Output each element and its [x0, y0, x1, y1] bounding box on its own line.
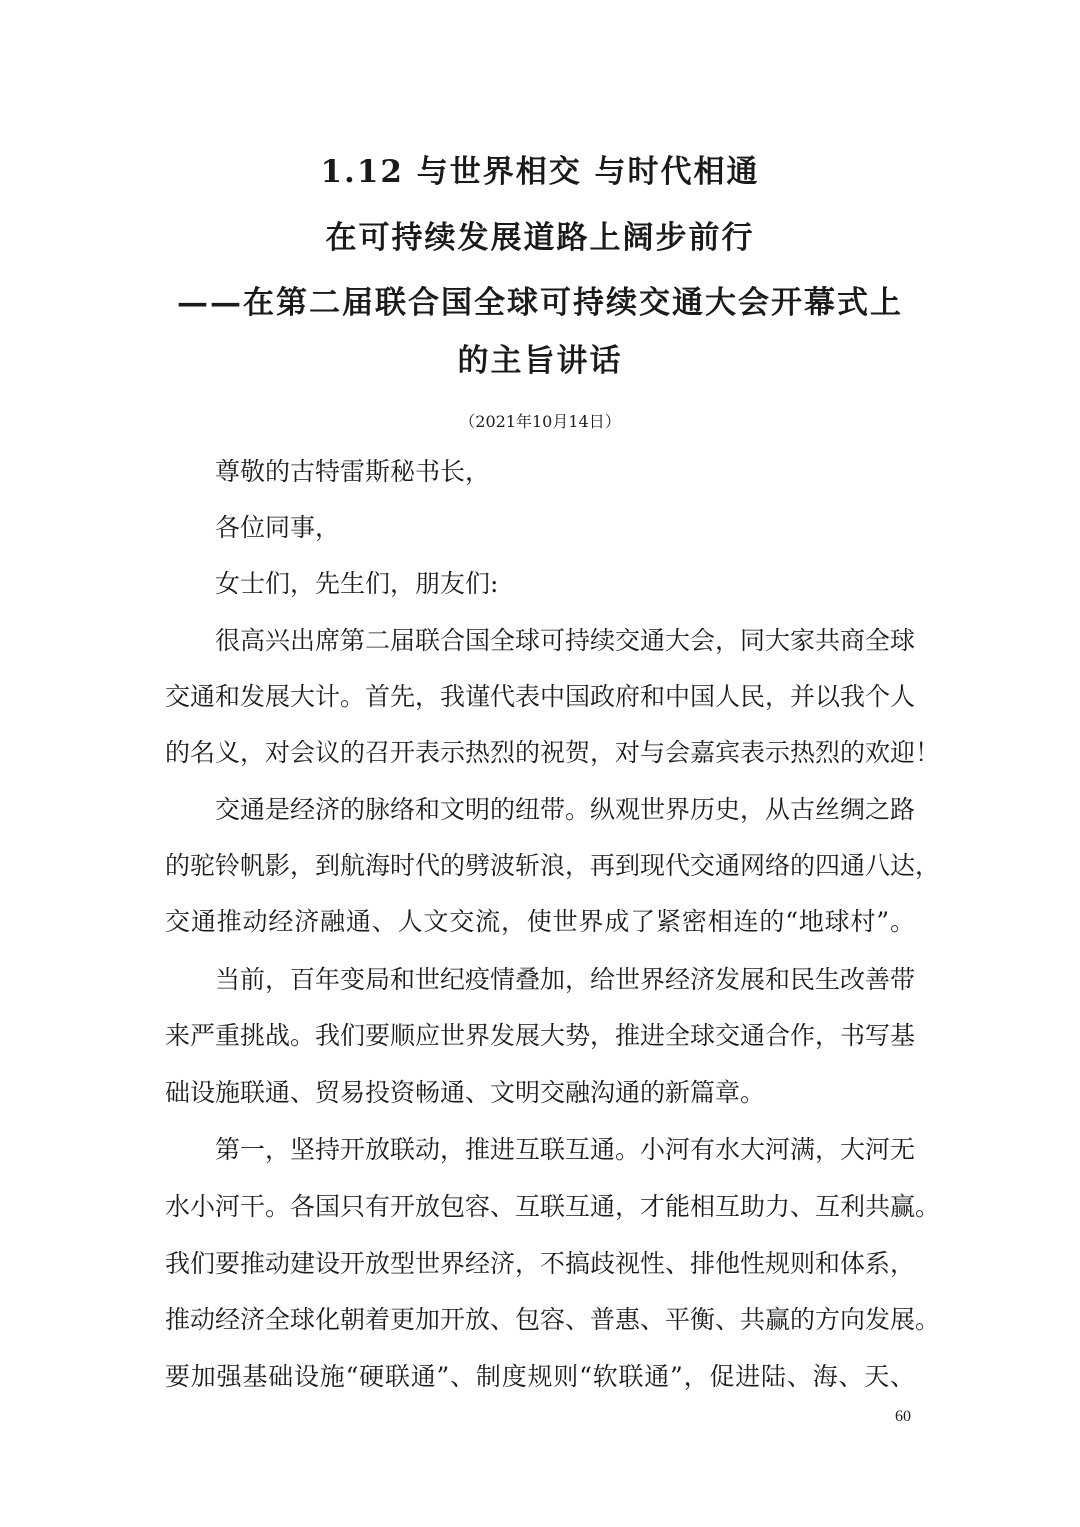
body-line: 水小河干。各国只有开放包容、互联互通，才能相互助力、互利共赢。: [165, 1192, 941, 1221]
body-line: 第一，坚持开放联动，推进互联互通。小河有水大河满，大河无: [215, 1135, 916, 1164]
body-line: 交通是经济的脉络和文明的纽带。纵观世界历史，从古丝绸之路: [215, 795, 916, 824]
body-line: 的名义，对会议的召开表示热烈的祝贺，对与会嘉宾表示热烈的欢迎！: [165, 738, 941, 767]
body-line: 础设施联通、贸易投资畅通、文明交融沟通的新篇章。: [165, 1078, 766, 1107]
salutation-line: 各位同事，: [215, 513, 341, 542]
subtitle-line-1: ——在第二届联合国全球可持续交通大会开幕式上: [177, 285, 903, 321]
body-line: 推动经济全球化朝着更加开放、包容、普惠、平衡、共赢的方向发展。: [165, 1305, 941, 1334]
body-line: 当前，百年变局和世纪疫情叠加，给世界经济发展和民生改善带: [215, 965, 916, 994]
salutation-line: 尊敬的古特雷斯秘书长，: [215, 457, 491, 486]
page-number: 60: [895, 1408, 911, 1425]
salutation-line: 女士们，先生们，朋友们:: [215, 569, 499, 598]
body-line: 交通和发展大计。首先，我谨代表中国政府和中国人民，并以我个人: [165, 682, 916, 711]
title-line-1: 1.12 与世界相交 与时代相通: [320, 154, 760, 190]
body-line: 要加强基础设施“硬联通”、制度规则“软联通”，促进陆、海、天、: [165, 1362, 915, 1391]
body-line: 交通推动经济融通、人文交流，使世界成了紧密相连的“地球村”。: [165, 907, 915, 936]
body-line: 我们要推动建设开放型世界经济，不搞歧视性、排他性规则和体系，: [165, 1249, 916, 1278]
body-line: 很高兴出席第二届联合国全球可持续交通大会，同大家共商全球: [215, 626, 916, 655]
body-line: 来严重挑战。我们要顺应世界发展大势，推进全球交通合作，书写基: [165, 1021, 916, 1050]
title-line-2: 在可持续发展道路上阔步前行: [325, 220, 755, 256]
subtitle-line-2: 的主旨讲话: [457, 343, 623, 379]
speech-date: （2021年10月14日）: [459, 412, 621, 431]
body-line: 的驼铃帆影，到航海时代的劈波斩浪，再到现代交通网络的四通八达，: [165, 851, 941, 880]
